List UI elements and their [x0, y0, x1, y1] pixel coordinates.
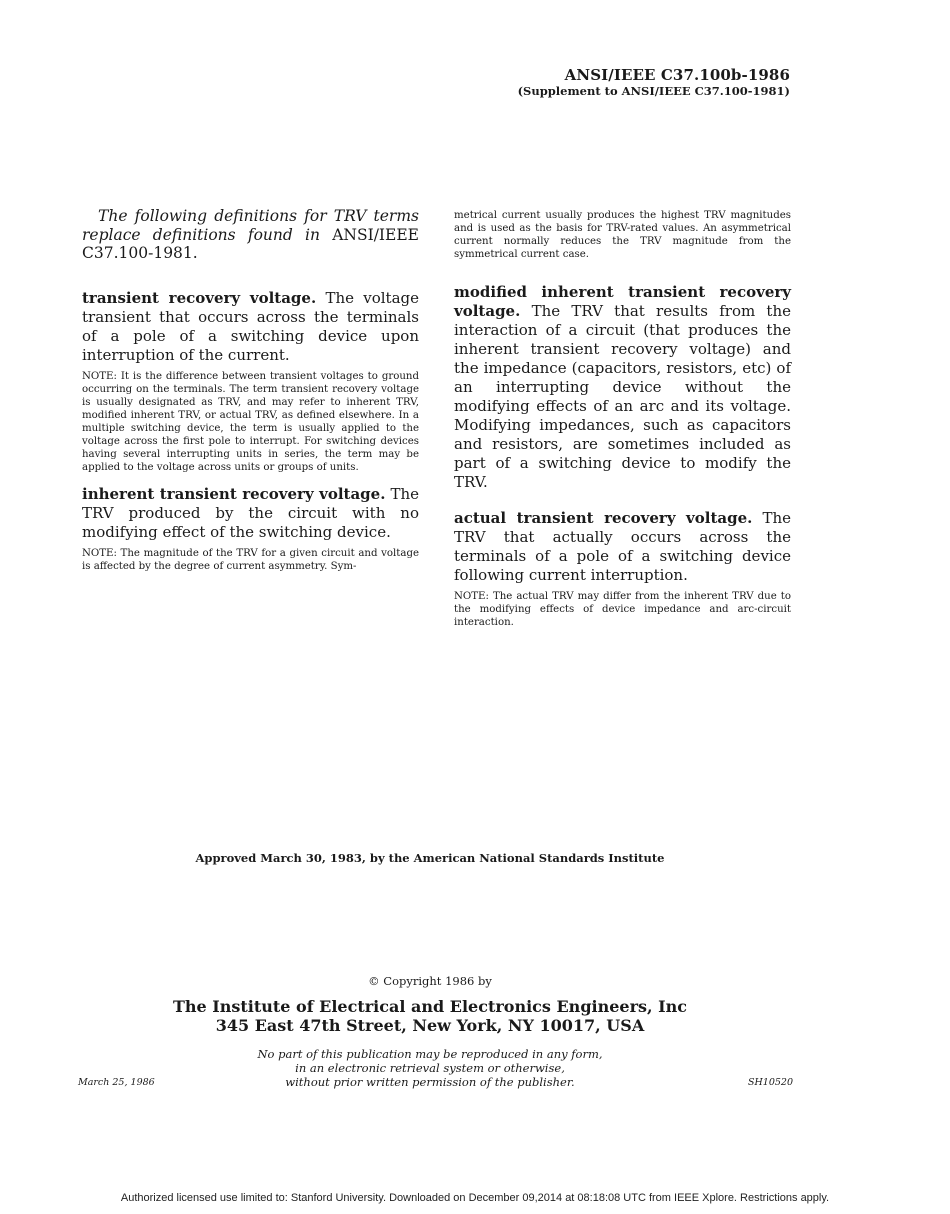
license-footer: Authorized licensed use limited to: Stanford University. Downloaded on December 09,2014 at 08:18:08 UTC from IEEE Xplore. Restrictions apply. [120, 1192, 830, 1204]
supplement-note: (Supplement to ANSI/IEEE C37.100-1981) [517, 84, 790, 98]
term-actual-trv: actual transient recovery voltage. [454, 509, 753, 527]
intro-italic: The following definitions for TRV terms replace definitions found in [82, 207, 419, 244]
publisher-name: The Institute of Electrical and Electronics Engineers, Inc [172, 997, 688, 1016]
term-trv: transient recovery voltage. [82, 288, 317, 307]
intro-reference: ANSI/IEEE C37.100-1981. [82, 225, 419, 262]
right-column [454, 209, 791, 640]
copyright-line: © Copyright 1986 by [368, 974, 492, 988]
print-date: March 25, 1986 [78, 1077, 155, 1088]
intro-paragraph [82, 207, 419, 263]
definition-trv [82, 289, 419, 365]
publisher-address: 345 East 47th Street, New York, NY 10017, USA [215, 1016, 645, 1035]
definition-modified-inherent-trv [454, 283, 791, 492]
definition-modified-inherent-trv-text: The TRV that results from the interaction of a circuit (that produces the inherent transient recovery voltage) and the impedance (capacitors, resistors, etc) of an interrupting device without the modifying effects of an arc and its voltage. Modifying impedances, such as capacitors and resistors, are sometimes included as part of a switching device to modify the TRV. [454, 302, 791, 491]
document-code: SH10520 [748, 1077, 794, 1088]
definition-trv-text: The voltage transient that occurs across the terminals of a pole of a switching device upon interruption of the current. [82, 288, 419, 364]
note-actual-trv: NOTE: The actual TRV may differ from the inherent TRV due to the modifying effects of device impedance and arc-circuit interaction. [454, 591, 791, 628]
left-column [82, 207, 419, 584]
definition-actual-trv [454, 509, 791, 585]
note-inherent-trv-part2: metrical current usually produces the highest TRV magnitudes and is used as the basis for TRV-rated values. An asymmetrical current normally reduces the TRV magnitude from the symmetrical current case. [454, 210, 791, 260]
term-inherent-trv: inherent transient recovery voltage. [82, 484, 386, 503]
publisher-block [0, 997, 860, 1035]
rights-line-1: No part of this publication may be reproduced in any form, [257, 1047, 603, 1061]
standard-id: ANSI/IEEE C37.100b-1986 [564, 66, 790, 84]
approval-statement: Approved March 30, 1983, by the American National Standards Institute [195, 851, 665, 865]
definition-inherent-trv-text: The TRV produced by the circuit with no modifying effect of the switching device. [82, 484, 419, 541]
definition-actual-trv-text: The TRV that actually occurs across the terminals of a pole of a switching device following current interruption. [454, 509, 791, 584]
note-inherent-trv-part1: NOTE: The magnitude of the TRV for a given circuit and voltage is affected by the degree of current asymmetry. Sym- [82, 547, 419, 572]
definition-inherent-trv [82, 485, 419, 542]
term-modified-inherent-trv: modified inherent transient recovery voltage. [454, 283, 791, 320]
note-trv: NOTE: It is the difference between transient voltages to ground occurring on the terminals. The term transient recovery voltage is usually designated as TRV, and may refer to inherent TRV, modified inherent TRV, or actual TRV, as defined elsewhere. In a multiple switching device, the term is usually applied to the voltage across the first pole to interrupt. For switching devices having several interrupting units in series, the term may be applied to the voltage across units or groups of units. [82, 370, 419, 473]
rights-line-3: without prior written permission of the publisher. [285, 1075, 575, 1089]
rights-line-2: in an electronic retrieval system or otherwise, [295, 1061, 565, 1075]
